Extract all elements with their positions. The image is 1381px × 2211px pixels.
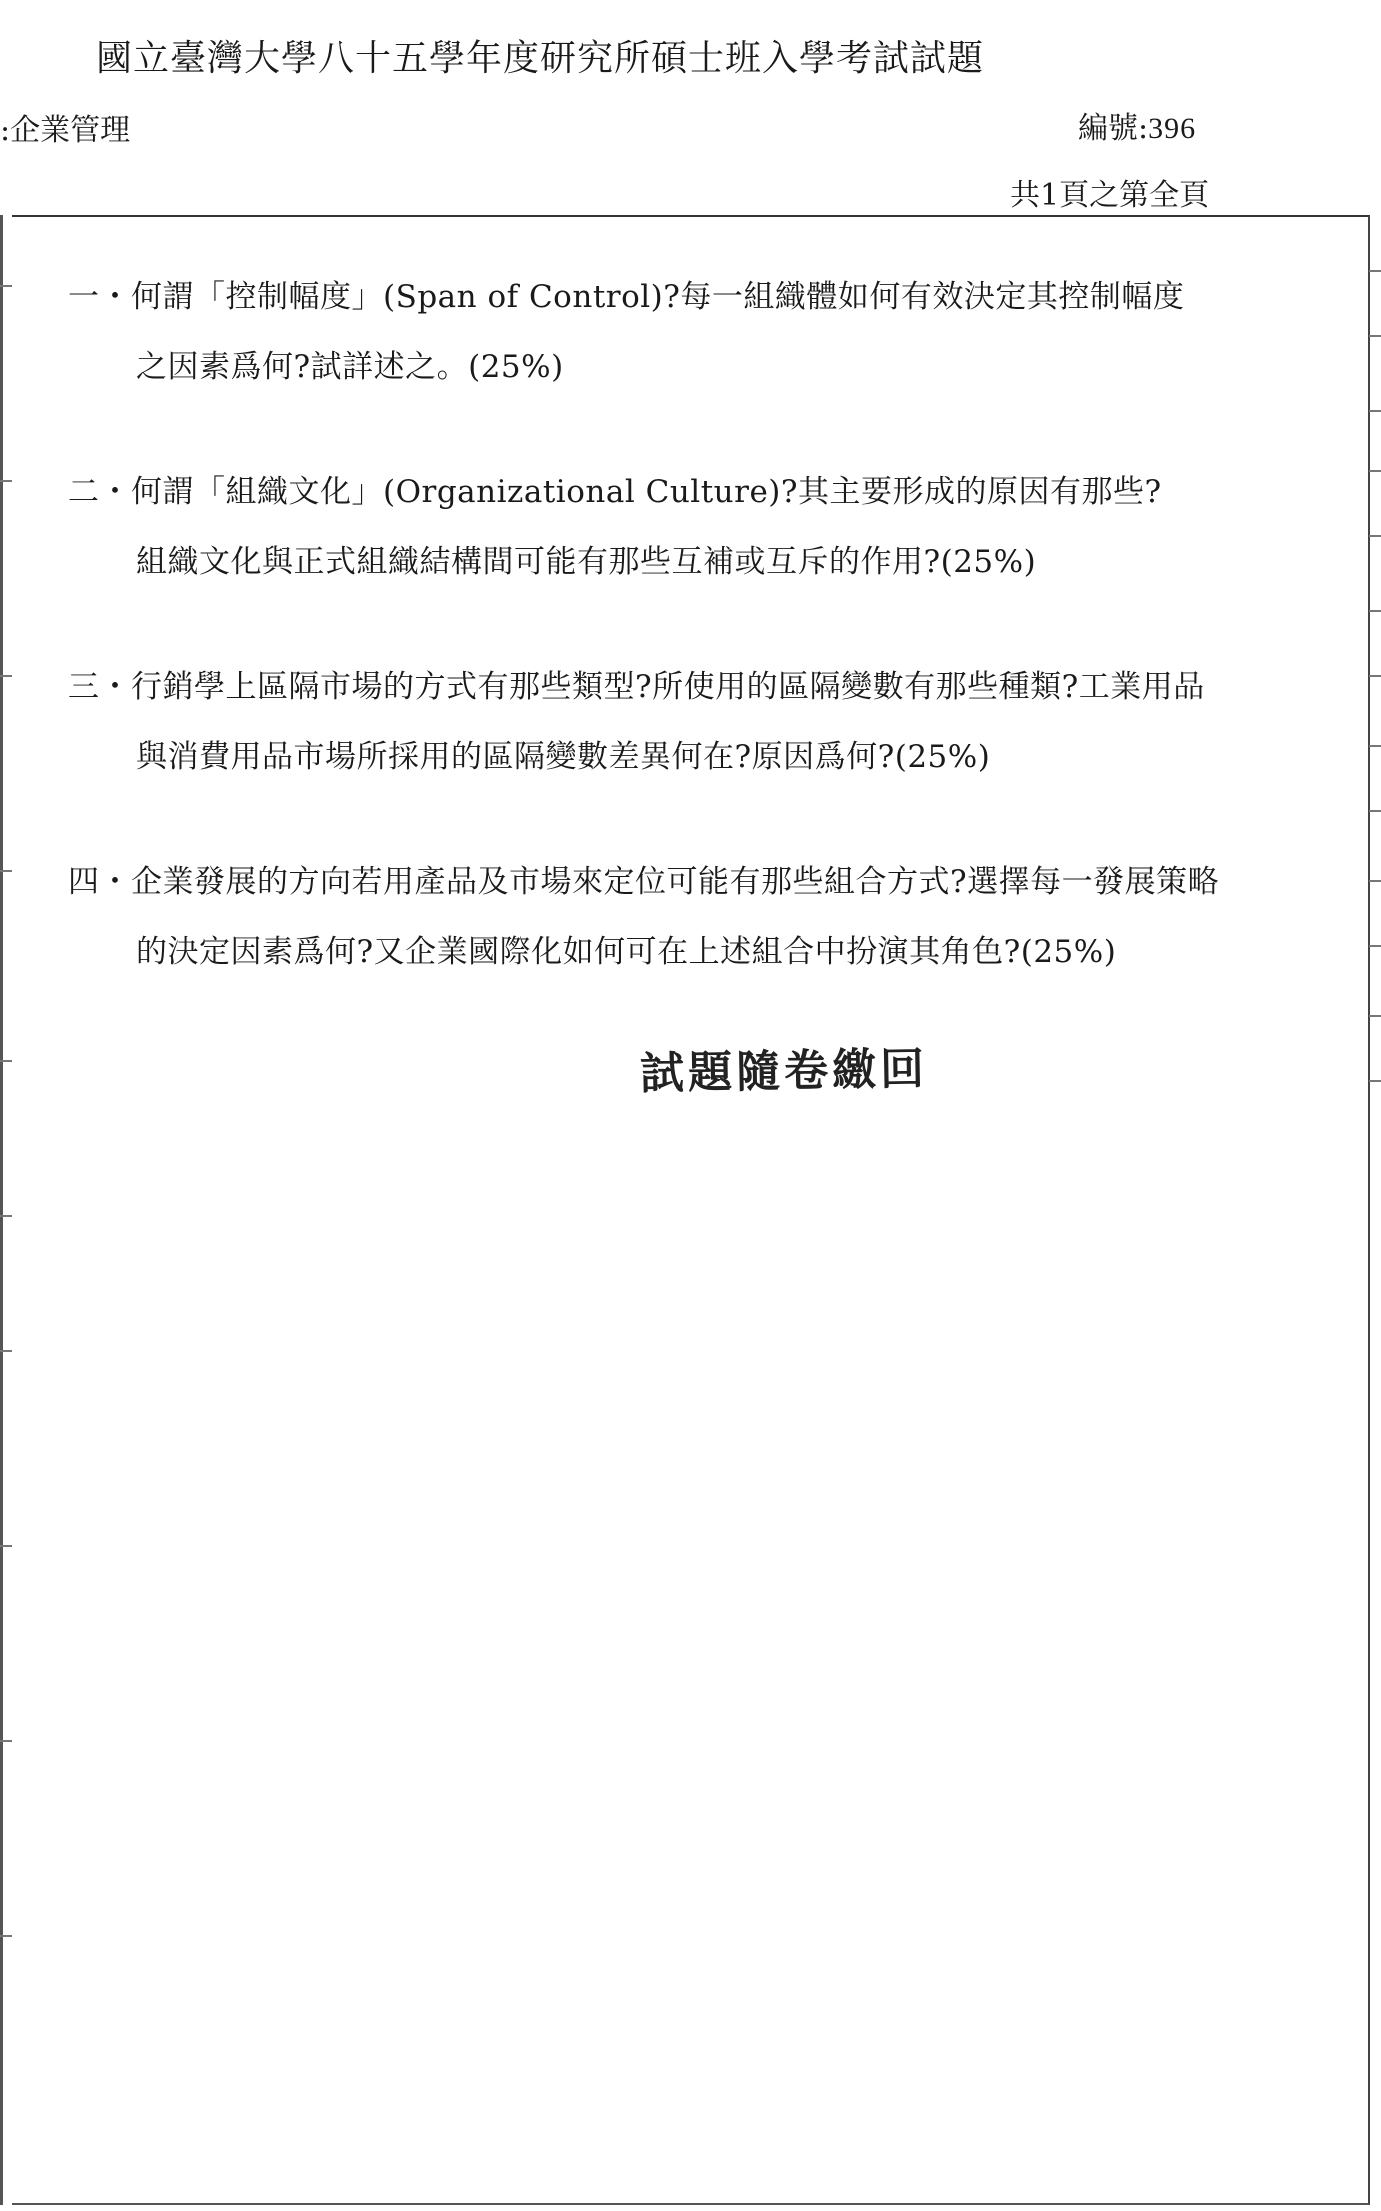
return-paper-stamp: 試題隨卷繳回 (639, 1043, 929, 1100)
margin-tick (1369, 270, 1381, 272)
margin-tick (1369, 410, 1381, 412)
question-4 (68, 847, 1328, 987)
margin-tick (0, 1350, 12, 1352)
margin-tick (1369, 945, 1381, 947)
margin-tick (1369, 535, 1381, 537)
exam-code-label: 編號: (1078, 111, 1149, 146)
margin-tick (0, 1215, 12, 1217)
question-2 (68, 457, 1328, 597)
question-4-line-1: 四・企業發展的方向若用產品及市場來定位可能有那些組合方式?選擇每一發展策略 (68, 864, 1220, 900)
exam-code (1078, 103, 1196, 147)
margin-tick (0, 1740, 12, 1742)
margin-tick (0, 285, 12, 287)
page-title: 國立臺灣大學八十五學年度研究所碩士班入學考試試題 (96, 38, 985, 79)
margin-tick (1369, 1080, 1381, 1082)
exam-code-value: 396 (1148, 112, 1197, 145)
question-1-line-2: 之因素爲何?試詳述之。(25%) (136, 349, 564, 385)
question-2-line-1: 二・何謂「組織文化」(Organizational Culture)?其主要形成的原因有那些? (68, 474, 1162, 510)
margin-tick (0, 1060, 12, 1062)
left-margin-rule (0, 215, 3, 2205)
margin-tick (0, 675, 12, 677)
question-2-line-2: 組織文化與正式組織結構間可能有那些互補或互斥的作用?(25%) (136, 544, 1037, 580)
margin-tick (1369, 610, 1381, 612)
page-count: 共1頁之第全頁 (1010, 178, 1210, 213)
question-3 (68, 652, 1328, 792)
subject-label: :企業管理 (0, 113, 131, 148)
margin-tick (0, 480, 12, 482)
margin-tick (0, 870, 12, 872)
margin-tick (1369, 1015, 1381, 1017)
question-1-line-1: 一・何謂「控制幅度」(Span of Control)?每一組織體如何有效決定其控制幅度 (68, 279, 1185, 315)
margin-tick (1369, 745, 1381, 747)
question-4-line-2: 的決定因素爲何?又企業國際化如何可在上述組合中扮演其角色?(25%) (136, 934, 1117, 970)
margin-tick (1369, 335, 1381, 337)
margin-tick (0, 1545, 12, 1547)
question-1 (68, 262, 1328, 402)
question-3-line-2: 與消費用品市場所採用的區隔變數差異何在?原因爲何?(25%) (136, 739, 991, 775)
margin-tick (1369, 810, 1381, 812)
question-3-line-1: 三・行銷學上區隔市場的方式有那些類型?所使用的區隔變數有那些種類?工業用品 (68, 669, 1205, 705)
margin-tick (1369, 880, 1381, 882)
margin-tick (1369, 470, 1381, 472)
margin-tick (0, 1935, 12, 1937)
margin-tick (1369, 675, 1381, 677)
